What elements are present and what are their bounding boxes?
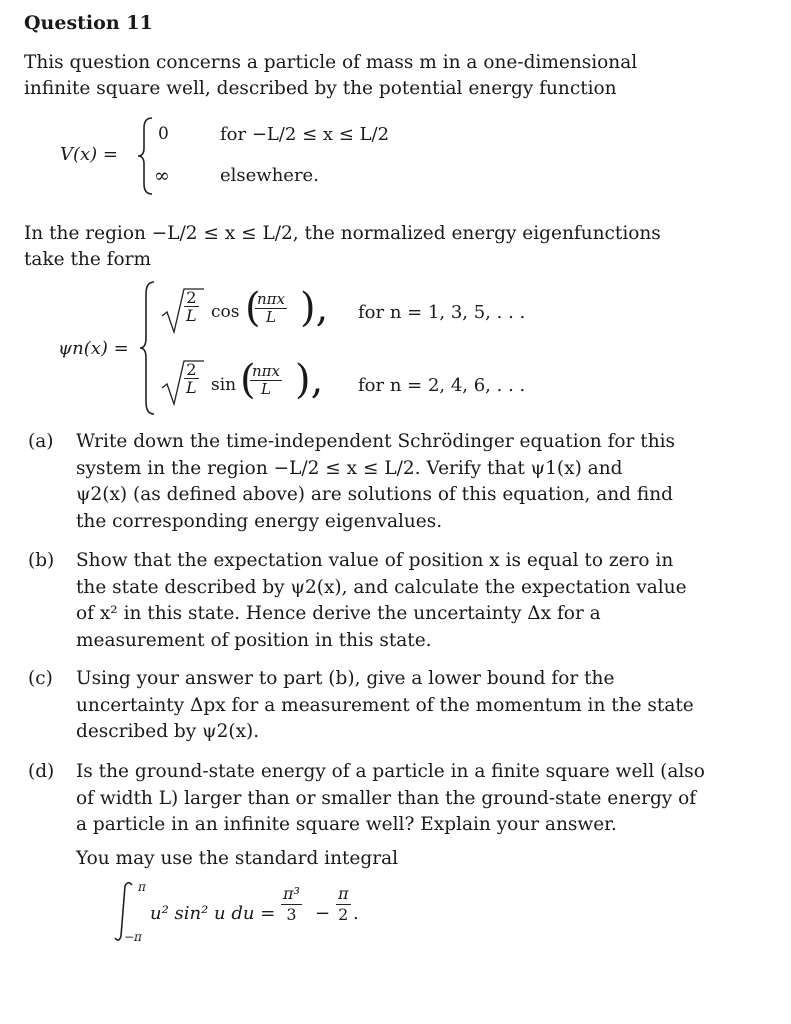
- part-a-line: the corresponding energy eigenvalues.: [76, 510, 443, 532]
- part-d-label: (d): [28, 761, 55, 782]
- case2-condition: for n = 2, 4, 6, . . .: [358, 375, 526, 396]
- sqrt-sign-2: [160, 358, 206, 408]
- part-c-label: (c): [28, 668, 53, 689]
- part-c-line: described by ψ2(x).: [76, 721, 260, 742]
- part-d-line: Is the ground-state energy of a particle in a finite square well (also: [76, 761, 705, 782]
- term-pi-over-2: [336, 884, 351, 925]
- coef-den-2: L: [186, 378, 197, 397]
- sin-argument: [250, 363, 282, 398]
- coefficient-fraction-1: [184, 289, 199, 324]
- potential-case1-value: 0: [158, 124, 169, 144]
- part-a: [28, 429, 728, 539]
- integrand: u² sin² u du =: [150, 903, 276, 924]
- cos-arg-den: L: [266, 308, 276, 326]
- potential-case1-condition: for −L/2 ≤ x ≤ L/2: [220, 124, 390, 145]
- coefficient-fraction-2: [184, 361, 199, 396]
- eigenfunction-lhs: ψn(x) =: [58, 338, 129, 359]
- intro-line-2: infinite square well, described by the potential energy function: [24, 78, 617, 99]
- question-title: Question 11: [24, 12, 153, 34]
- paren-left-2: (: [240, 357, 256, 403]
- part-c-line: Using your answer to part (b), give a lower bound for the: [76, 668, 615, 689]
- sin-arg-den: L: [261, 380, 271, 398]
- term1-num: π³: [283, 884, 300, 903]
- part-b-body: [76, 548, 716, 654]
- sin-arg-num: nπx: [252, 362, 280, 380]
- minus-sign: −: [315, 903, 331, 924]
- potential-lhs: V(x) =: [60, 144, 118, 165]
- term1-den: 3: [286, 905, 297, 924]
- coef-den-1: L: [186, 306, 197, 325]
- part-d-body: [76, 759, 716, 839]
- part-a-body: [76, 429, 716, 535]
- coef-num-1: 2: [186, 288, 197, 307]
- potential-brace: [136, 116, 156, 196]
- part-b: [28, 548, 728, 658]
- integral-period: .: [353, 903, 359, 924]
- paren-right-2: ),: [295, 357, 324, 403]
- coef-num-2: 2: [186, 360, 197, 379]
- part-c-body: [76, 666, 716, 746]
- intro-line-1: This question concerns a particle of mass m in a one-dimensional: [24, 52, 638, 73]
- part-d-line: of width L) larger than or smaller than the ground-state energy of: [76, 787, 697, 809]
- integral-lower-limit: −π: [124, 930, 142, 944]
- case1-condition: for n = 1, 3, 5, . . .: [358, 302, 526, 323]
- part-d-line: a particle in an infinite square well? Explain your answer.: [76, 814, 617, 835]
- integral-upper-limit: π: [138, 880, 146, 894]
- part-b-line: the state described by ψ2(x), and calculate the expectation value: [76, 576, 687, 598]
- paren-left-1: (: [245, 285, 261, 331]
- part-b-line: of x² in this state. Hence derive the uncertainty Δx for a: [76, 603, 601, 624]
- part-a-line: Write down the time-independent Schrödinger equation for this: [76, 431, 676, 452]
- region-line-2: take the form: [24, 249, 152, 270]
- paren-right-1: ),: [300, 285, 329, 331]
- part-b-label: (b): [28, 550, 55, 571]
- potential-case2-condition: elsewhere.: [220, 165, 319, 186]
- part-b-line: Show that the expectation value of position x is equal to zero in: [76, 550, 674, 571]
- part-a-line: ψ2(x) (as defined above) are solutions of this equation, and find: [76, 484, 673, 505]
- intro-text: [24, 50, 744, 102]
- part-b-line: measurement of position in this state.: [76, 629, 432, 651]
- term2-num: π: [338, 884, 349, 903]
- potential-case2-value: ∞: [154, 165, 170, 187]
- term2-den: 2: [338, 905, 349, 924]
- term-pi-cubed-over-3: [281, 884, 302, 925]
- part-c: [28, 666, 728, 750]
- part-c-line: uncertainty Δpx for a measurement of the momentum in the state: [76, 694, 694, 716]
- part-d: [28, 759, 728, 843]
- part-a-label: (a): [28, 431, 54, 452]
- cos-arg-num: nπx: [257, 290, 285, 308]
- cos-argument: [255, 291, 287, 326]
- part-a-line: system in the region −L/2 ≤ x ≤ L/2. Verify that ψ1(x) and: [76, 457, 623, 479]
- region-line-1: In the region −L/2 ≤ x ≤ L/2, the normalized energy eigenfunctions: [24, 223, 661, 244]
- region-text: [24, 221, 744, 273]
- eigenfunction-brace: [138, 280, 158, 416]
- sin-function: sin: [211, 375, 237, 395]
- cos-function: cos: [211, 302, 240, 322]
- integral-intro: You may use the standard integral: [76, 848, 399, 869]
- sqrt-sign-1: [160, 286, 206, 336]
